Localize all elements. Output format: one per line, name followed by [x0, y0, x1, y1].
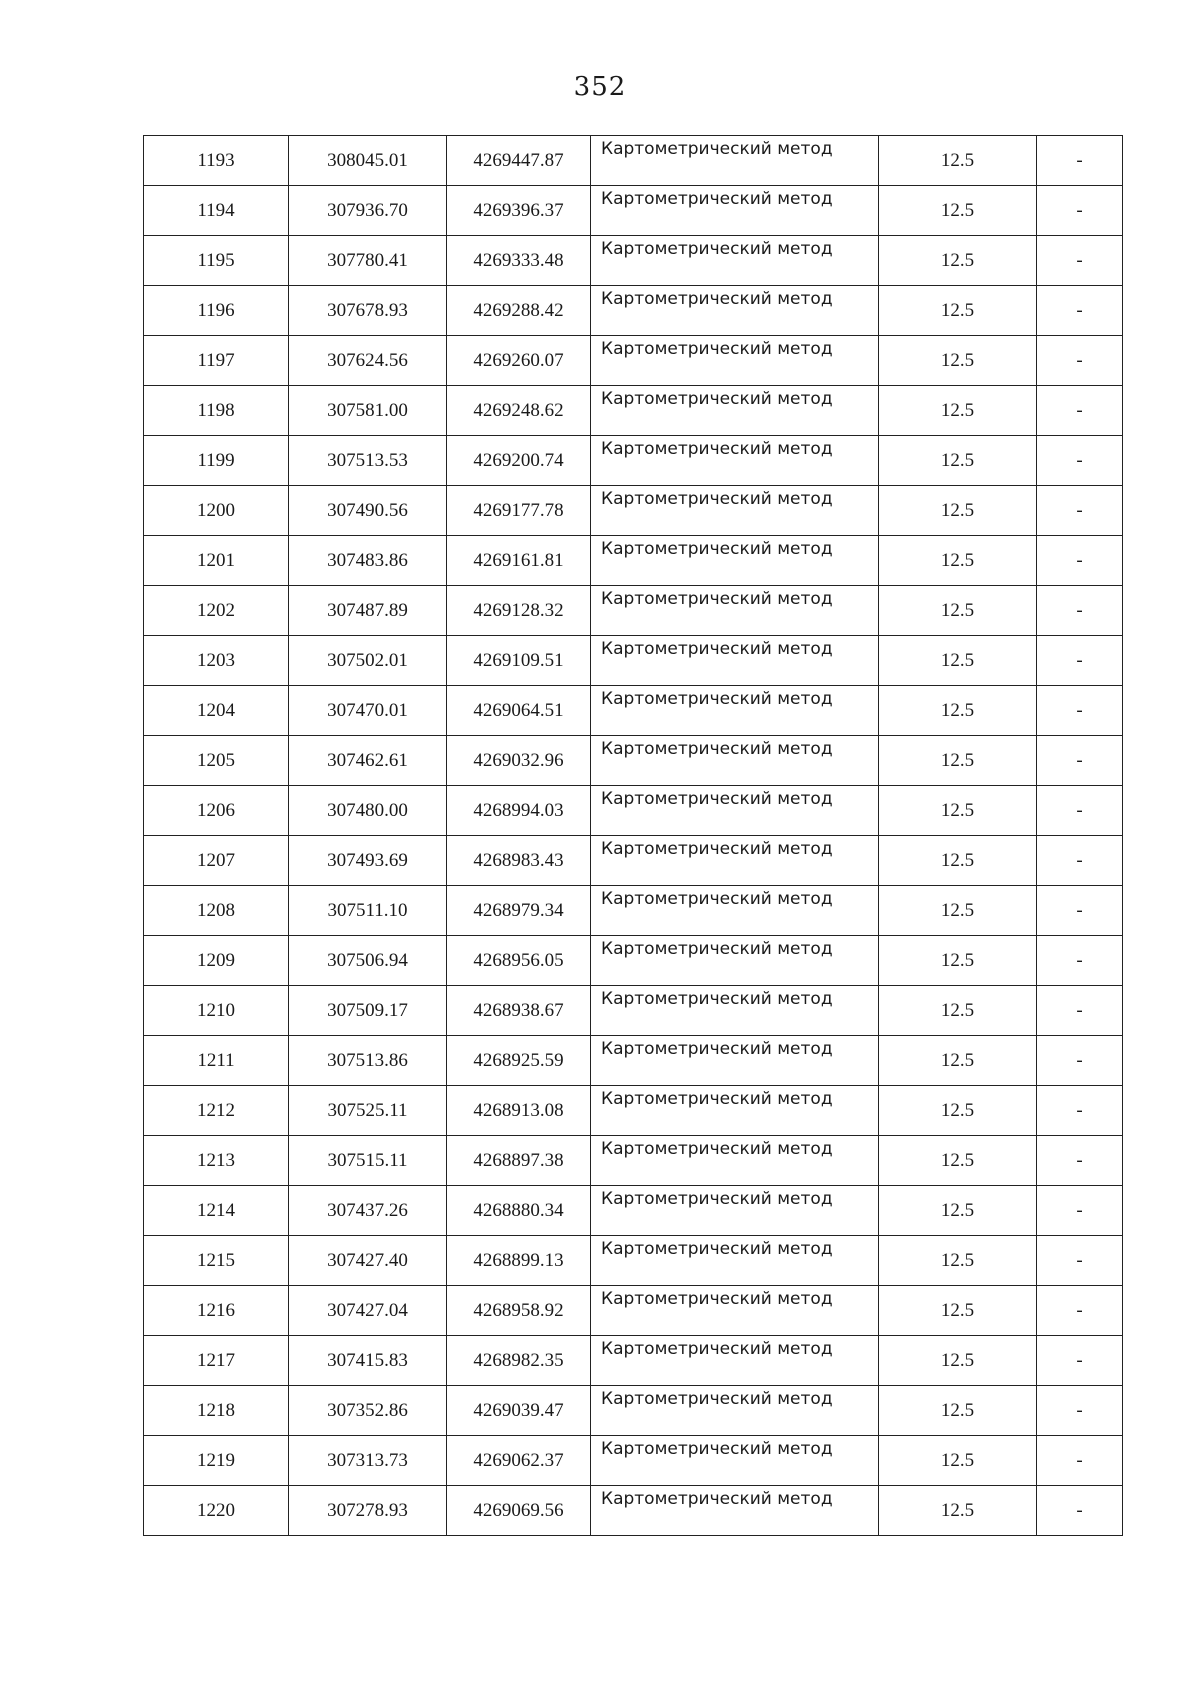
method-cell: Картометрический метод [591, 786, 879, 836]
accuracy-cell: 12.5 [879, 186, 1037, 236]
point-number-cell: 1206 [144, 786, 289, 836]
accuracy-cell: 12.5 [879, 136, 1037, 186]
table-row [144, 1236, 1123, 1286]
x-coordinate-cell: 307470.01 [289, 686, 447, 736]
x-coordinate-cell: 307415.83 [289, 1336, 447, 1386]
y-coordinate-cell: 4269109.51 [447, 636, 591, 686]
table-row [144, 1086, 1123, 1136]
table-row [144, 1336, 1123, 1386]
y-coordinate-cell: 4269447.87 [447, 136, 591, 186]
y-coordinate-cell: 4269333.48 [447, 236, 591, 286]
accuracy-cell: 12.5 [879, 536, 1037, 586]
method-cell: Картометрический метод [591, 1386, 879, 1436]
table-row [144, 936, 1123, 986]
method-cell: Картометрический метод [591, 186, 879, 236]
table-row [144, 1386, 1123, 1436]
table-row [144, 336, 1123, 386]
table-row [144, 436, 1123, 486]
accuracy-cell: 12.5 [879, 236, 1037, 286]
x-coordinate-cell: 307483.86 [289, 536, 447, 586]
table-row [144, 1436, 1123, 1486]
y-coordinate-cell: 4268983.43 [447, 836, 591, 886]
note-cell: - [1037, 286, 1123, 336]
note-cell: - [1037, 486, 1123, 536]
accuracy-cell: 12.5 [879, 386, 1037, 436]
x-coordinate-cell: 307427.40 [289, 1236, 447, 1286]
y-coordinate-cell: 4269288.42 [447, 286, 591, 336]
note-cell: - [1037, 1286, 1123, 1336]
x-coordinate-cell: 307487.89 [289, 586, 447, 636]
x-coordinate-cell: 307462.61 [289, 736, 447, 786]
x-coordinate-cell: 307513.86 [289, 1036, 447, 1086]
point-number-cell: 1211 [144, 1036, 289, 1086]
table-row [144, 736, 1123, 786]
note-cell: - [1037, 636, 1123, 686]
method-cell: Картометрический метод [591, 136, 879, 186]
x-coordinate-cell: 307493.69 [289, 836, 447, 886]
note-cell: - [1037, 986, 1123, 1036]
x-coordinate-cell: 307515.11 [289, 1136, 447, 1186]
note-cell: - [1037, 1236, 1123, 1286]
method-cell: Картометрический метод [591, 1236, 879, 1286]
note-cell: - [1037, 1136, 1123, 1186]
accuracy-cell: 12.5 [879, 336, 1037, 386]
accuracy-cell: 12.5 [879, 486, 1037, 536]
note-cell: - [1037, 236, 1123, 286]
note-cell: - [1037, 686, 1123, 736]
method-cell: Картометрический метод [591, 636, 879, 686]
note-cell: - [1037, 1086, 1123, 1136]
method-cell: Картометрический метод [591, 686, 879, 736]
coordinates-table-body [144, 136, 1123, 1536]
note-cell: - [1037, 1436, 1123, 1486]
table-row [144, 786, 1123, 836]
point-number-cell: 1220 [144, 1486, 289, 1536]
table-row [144, 486, 1123, 536]
method-cell: Картометрический метод [591, 886, 879, 936]
accuracy-cell: 12.5 [879, 1286, 1037, 1336]
accuracy-cell: 12.5 [879, 1086, 1037, 1136]
point-number-cell: 1200 [144, 486, 289, 536]
y-coordinate-cell: 4268982.35 [447, 1336, 591, 1386]
point-number-cell: 1197 [144, 336, 289, 386]
x-coordinate-cell: 307525.11 [289, 1086, 447, 1136]
x-coordinate-cell: 307313.73 [289, 1436, 447, 1486]
method-cell: Картометрический метод [591, 936, 879, 986]
point-number-cell: 1203 [144, 636, 289, 686]
method-cell: Картометрический метод [591, 536, 879, 586]
table-row [144, 686, 1123, 736]
y-coordinate-cell: 4269039.47 [447, 1386, 591, 1436]
y-coordinate-cell: 4268899.13 [447, 1236, 591, 1286]
method-cell: Картометрический метод [591, 1286, 879, 1336]
accuracy-cell: 12.5 [879, 1036, 1037, 1086]
table-row [144, 386, 1123, 436]
accuracy-cell: 12.5 [879, 636, 1037, 686]
note-cell: - [1037, 936, 1123, 986]
table-row [144, 1136, 1123, 1186]
point-number-cell: 1209 [144, 936, 289, 986]
accuracy-cell: 12.5 [879, 1386, 1037, 1436]
accuracy-cell: 12.5 [879, 686, 1037, 736]
x-coordinate-cell: 307278.93 [289, 1486, 447, 1536]
point-number-cell: 1193 [144, 136, 289, 186]
y-coordinate-cell: 4269260.07 [447, 336, 591, 386]
accuracy-cell: 12.5 [879, 1436, 1037, 1486]
note-cell: - [1037, 1036, 1123, 1086]
note-cell: - [1037, 336, 1123, 386]
note-cell: - [1037, 586, 1123, 636]
table-row [144, 1036, 1123, 1086]
point-number-cell: 1218 [144, 1386, 289, 1436]
accuracy-cell: 12.5 [879, 1486, 1037, 1536]
table-row [144, 1186, 1123, 1236]
table-row [144, 886, 1123, 936]
y-coordinate-cell: 4268994.03 [447, 786, 591, 836]
method-cell: Картометрический метод [591, 386, 879, 436]
x-coordinate-cell: 307352.86 [289, 1386, 447, 1436]
accuracy-cell: 12.5 [879, 986, 1037, 1036]
method-cell: Картометрический метод [591, 1086, 879, 1136]
point-number-cell: 1196 [144, 286, 289, 336]
x-coordinate-cell: 307506.94 [289, 936, 447, 986]
y-coordinate-cell: 4269032.96 [447, 736, 591, 786]
y-coordinate-cell: 4269161.81 [447, 536, 591, 586]
note-cell: - [1037, 436, 1123, 486]
x-coordinate-cell: 307780.41 [289, 236, 447, 286]
y-coordinate-cell: 4268956.05 [447, 936, 591, 986]
y-coordinate-cell: 4269177.78 [447, 486, 591, 536]
point-number-cell: 1198 [144, 386, 289, 436]
accuracy-cell: 12.5 [879, 836, 1037, 886]
point-number-cell: 1205 [144, 736, 289, 786]
point-number-cell: 1214 [144, 1186, 289, 1236]
accuracy-cell: 12.5 [879, 1236, 1037, 1286]
x-coordinate-cell: 307427.04 [289, 1286, 447, 1336]
accuracy-cell: 12.5 [879, 436, 1037, 486]
note-cell: - [1037, 136, 1123, 186]
method-cell: Картометрический метод [591, 1186, 879, 1236]
x-coordinate-cell: 307581.00 [289, 386, 447, 436]
coordinates-table [143, 135, 1123, 1536]
accuracy-cell: 12.5 [879, 1336, 1037, 1386]
table-row [144, 986, 1123, 1036]
method-cell: Картометрический метод [591, 836, 879, 886]
x-coordinate-cell: 307513.53 [289, 436, 447, 486]
note-cell: - [1037, 1386, 1123, 1436]
note-cell: - [1037, 886, 1123, 936]
note-cell: - [1037, 536, 1123, 586]
x-coordinate-cell: 307511.10 [289, 886, 447, 936]
note-cell: - [1037, 836, 1123, 886]
method-cell: Картометрический метод [591, 1436, 879, 1486]
x-coordinate-cell: 307936.70 [289, 186, 447, 236]
point-number-cell: 1210 [144, 986, 289, 1036]
x-coordinate-cell: 307502.01 [289, 636, 447, 686]
table-row [144, 536, 1123, 586]
accuracy-cell: 12.5 [879, 286, 1037, 336]
table-row [144, 586, 1123, 636]
note-cell: - [1037, 1336, 1123, 1386]
note-cell: - [1037, 1186, 1123, 1236]
method-cell: Картометрический метод [591, 486, 879, 536]
table-row [144, 636, 1123, 686]
point-number-cell: 1208 [144, 886, 289, 936]
note-cell: - [1037, 186, 1123, 236]
point-number-cell: 1213 [144, 1136, 289, 1186]
point-number-cell: 1195 [144, 236, 289, 286]
y-coordinate-cell: 4268925.59 [447, 1036, 591, 1086]
point-number-cell: 1219 [144, 1436, 289, 1486]
point-number-cell: 1215 [144, 1236, 289, 1286]
x-coordinate-cell: 307490.56 [289, 486, 447, 536]
table-row [144, 236, 1123, 286]
table-row [144, 136, 1123, 186]
x-coordinate-cell: 307480.00 [289, 786, 447, 836]
method-cell: Картометрический метод [591, 236, 879, 286]
accuracy-cell: 12.5 [879, 936, 1037, 986]
table-row [144, 1286, 1123, 1336]
y-coordinate-cell: 4269128.32 [447, 586, 591, 636]
y-coordinate-cell: 4268880.34 [447, 1186, 591, 1236]
method-cell: Картометрический метод [591, 1336, 879, 1386]
note-cell: - [1037, 736, 1123, 786]
method-cell: Картометрический метод [591, 1136, 879, 1186]
point-number-cell: 1202 [144, 586, 289, 636]
y-coordinate-cell: 4269396.37 [447, 186, 591, 236]
table-row [144, 186, 1123, 236]
x-coordinate-cell: 307437.26 [289, 1186, 447, 1236]
x-coordinate-cell: 307624.56 [289, 336, 447, 386]
method-cell: Картометрический метод [591, 336, 879, 386]
x-coordinate-cell: 307678.93 [289, 286, 447, 336]
table-row [144, 1486, 1123, 1536]
method-cell: Картометрический метод [591, 586, 879, 636]
page-number: 352 [573, 72, 627, 102]
method-cell: Картометрический метод [591, 1486, 879, 1536]
point-number-cell: 1207 [144, 836, 289, 886]
note-cell: - [1037, 786, 1123, 836]
accuracy-cell: 12.5 [879, 736, 1037, 786]
method-cell: Картометрический метод [591, 1036, 879, 1086]
table-row [144, 286, 1123, 336]
point-number-cell: 1194 [144, 186, 289, 236]
point-number-cell: 1201 [144, 536, 289, 586]
y-coordinate-cell: 4269248.62 [447, 386, 591, 436]
method-cell: Картометрический метод [591, 286, 879, 336]
y-coordinate-cell: 4268938.67 [447, 986, 591, 1036]
y-coordinate-cell: 4269069.56 [447, 1486, 591, 1536]
method-cell: Картометрический метод [591, 986, 879, 1036]
y-coordinate-cell: 4269062.37 [447, 1436, 591, 1486]
method-cell: Картометрический метод [591, 436, 879, 486]
accuracy-cell: 12.5 [879, 1136, 1037, 1186]
accuracy-cell: 12.5 [879, 586, 1037, 636]
y-coordinate-cell: 4268913.08 [447, 1086, 591, 1136]
y-coordinate-cell: 4268958.92 [447, 1286, 591, 1336]
accuracy-cell: 12.5 [879, 886, 1037, 936]
x-coordinate-cell: 308045.01 [289, 136, 447, 186]
point-number-cell: 1217 [144, 1336, 289, 1386]
note-cell: - [1037, 386, 1123, 436]
method-cell: Картометрический метод [591, 736, 879, 786]
point-number-cell: 1199 [144, 436, 289, 486]
table-row [144, 836, 1123, 886]
y-coordinate-cell: 4268897.38 [447, 1136, 591, 1186]
point-number-cell: 1216 [144, 1286, 289, 1336]
accuracy-cell: 12.5 [879, 1186, 1037, 1236]
accuracy-cell: 12.5 [879, 786, 1037, 836]
x-coordinate-cell: 307509.17 [289, 986, 447, 1036]
point-number-cell: 1204 [144, 686, 289, 736]
point-number-cell: 1212 [144, 1086, 289, 1136]
y-coordinate-cell: 4269064.51 [447, 686, 591, 736]
y-coordinate-cell: 4268979.34 [447, 886, 591, 936]
y-coordinate-cell: 4269200.74 [447, 436, 591, 486]
note-cell: - [1037, 1486, 1123, 1536]
